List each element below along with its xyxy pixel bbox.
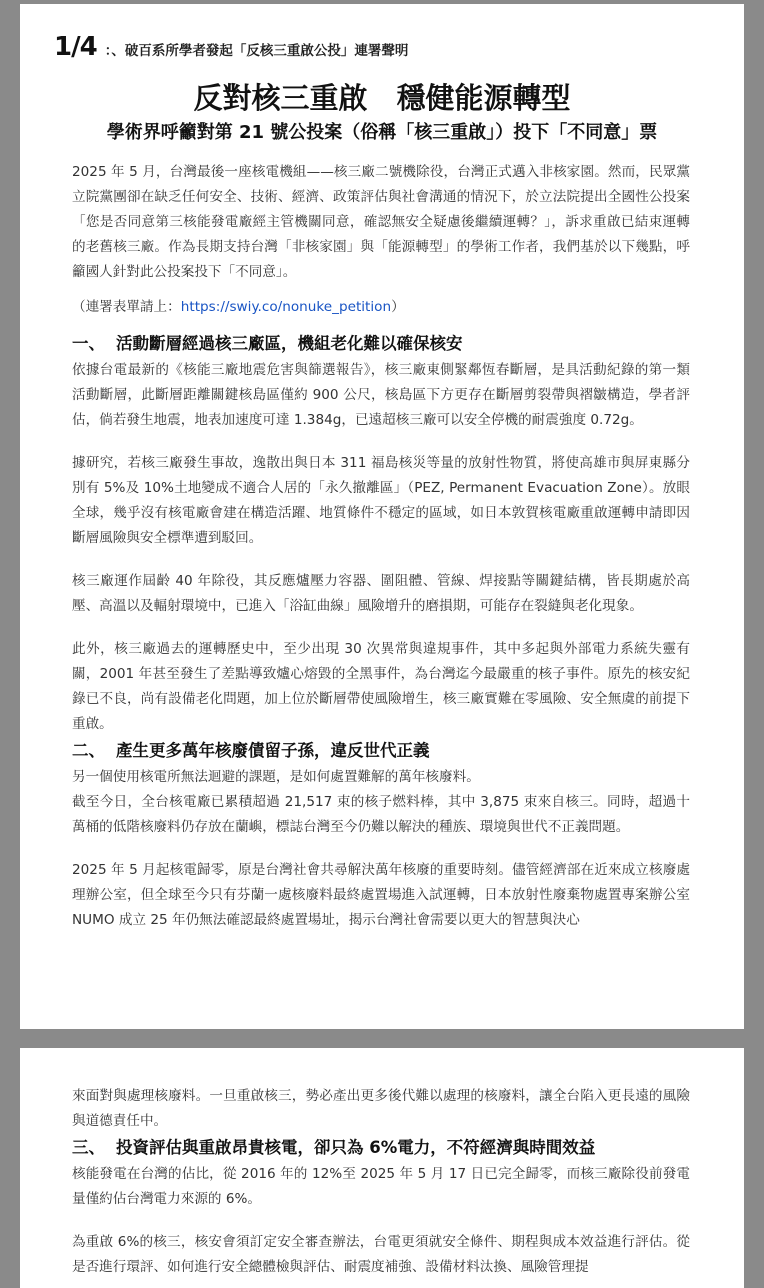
section-1-paragraph: 此外，核三廠過去的運轉歷史中，至少出現 30 次異常與違規事件，其中多起與外部電力系統失靈有關，2001 年甚至發生了差點導致爐心熔毀的全黑事件，為台灣迄今最嚴重的核子事件。原先的核安紀錄已不良，尚有設備老化問題，加上位於斷層帶使風險增生，核三廠實難在零風險、安全無虞的前提下重啟。 bbox=[72, 641, 690, 732]
section-3-number: 三、 bbox=[72, 1138, 105, 1157]
section-3-paragraph: 為重啟 6%的核三，核安會須訂定安全審查辦法，台電更須就安全條件、期程與成本效益進行評估。從是否進行環評、如何進行安全總體檢與評估、耐震度補強、設備材料汰換、風險管理提 bbox=[72, 1234, 690, 1275]
document-subtitle: 學術界呼籲對第 21 號公投案（俗稱「核三重啟」）投下「不同意」票 bbox=[106, 122, 658, 143]
section-1-paragraph: 據研究，若核三廠發生事故，逸散出與日本 311 福島核災等量的放射性物質，將使高雄市與屏東縣分別有 5%及 10%土地變成不適合人居的「永久撤離區」（PEZ, Permanent Evacuation Zone）。放眼全球，幾乎沒有核電廠會建在構造活躍、地質條件不穩定的區域，如日本敦賀核電廠重啟運轉申請即因斷層風險與安全標準遭到駁回。 bbox=[72, 455, 690, 546]
page2-body bbox=[72, 1084, 690, 1280]
section-2-heading bbox=[72, 737, 690, 765]
intro-paragraph: 2025 年 5 月，台灣最後一座核電機組——核三廠二號機除役，台灣正式邁入非核家園。然而，民眾黨立院黨團卻在缺乏任何安全、技術、經濟、政策評估與社會溝通的情況下，於立法院提出全國性公投案「您是否同意第三核能發電廠經主管機關同意，確認無安全疑慮後繼續運轉？」，訴求重啟已結束運轉的老舊核三廠。作為長期支持台灣「非核家園」與「能源轉型」的學術工作者，我們基於以下幾點，呼籲國人針對此公投案投下「不同意」。 bbox=[72, 164, 690, 280]
section-2-paragraph: 另一個使用核電所無法迴避的課題，是如何處置難解的萬年核廢料。 bbox=[72, 769, 480, 785]
page1-body bbox=[72, 160, 690, 933]
section-1-paragraph: 核三廠運作屆齡 40 年除役，其反應爐壓力容器、圍阻體、管線、焊接點等關鍵結構，皆長期處於高壓、高溫以及輻射環境中，已進入「浴缸曲線」風險增升的磨損期，可能存在裂縫與老化現象。 bbox=[72, 573, 690, 614]
petition-link[interactable]: https://swiy.co/nonuke_petition bbox=[180, 299, 392, 315]
section-1-paragraph: 依據台電最新的《核能三廠地震危害與篩選報告》，核三廠東側緊鄰恆春斷層，是具活動紀錄的第一類活動斷層，此斷層距離關鍵核島區僅約 900 公尺，核島區下方更存在斷層剪裂帶與褶皺構造，學者評估，倘若發生地震，地表加速度可達 1.384g，已遠超核三廠可以安全停機的耐震強度 0.72g。 bbox=[72, 362, 690, 428]
section-2-paragraph: 2025 年 5 月起核電歸零，原是台灣社會共尋解決萬年核廢的重要時刻。儘管經濟部在近來成立核廢處理辦公室，但全球至今只有芬蘭一處核廢料最終處置場進入試運轉，日本放射性廢棄物處置專案辦公室 NUMO 成立 25 年仍無法確認最終處置場址，揭示台灣社會需要以更大的智慧與決心 bbox=[72, 862, 690, 928]
header-caption: ：、破百系所學者發起「反核三重啟公投」連署聲明 bbox=[104, 43, 409, 59]
page-header bbox=[54, 32, 408, 62]
document-title: 反對核三重啟 穩健能源轉型 bbox=[193, 81, 571, 115]
section-1-number: 一、 bbox=[72, 334, 105, 353]
section-3-title: 投資評估與重啟昂貴核電，卻只為 6%電力，不符經濟與時間效益 bbox=[116, 1138, 596, 1157]
section-1-heading bbox=[72, 330, 690, 358]
document-page-1 bbox=[20, 4, 744, 1029]
section-2-paragraph: 截至今日，全台核電廠已累積超過 21,517 束的核子燃料棒，其中 3,875 束來自核三。同時，超過十萬桶的低階核廢料仍存放在蘭嶼，標誌台灣至今仍難以解決的種族、環境與世代不正義問題。 bbox=[72, 794, 690, 835]
section-1-title: 活動斷層經過核三廠區，機組老化難以確保核安 bbox=[116, 334, 463, 353]
section-2-title: 產生更多萬年核廢債留子孫，違反世代正義 bbox=[116, 741, 430, 760]
section-2-number: 二、 bbox=[72, 741, 105, 760]
document-page-2 bbox=[20, 1048, 744, 1288]
petition-line: （連署表單請上：https://swiy.co/nonuke_petition） bbox=[72, 299, 405, 315]
continuation-paragraph: 來面對與處理核廢料。一旦重啟核三，勢必產出更多後代難以處理的核廢料，讓全台陷入更長遠的風險與道德責任中。 bbox=[72, 1088, 690, 1129]
section-3-heading bbox=[72, 1134, 690, 1162]
page-number: 1/4 bbox=[54, 32, 97, 62]
section-3-paragraph: 核能發電在台灣的佔比，從 2016 年的 12%至 2025 年 5 月 17 日已完全歸零，而核三廠除役前發電量僅約佔台灣電力來源的 6%。 bbox=[72, 1166, 690, 1207]
